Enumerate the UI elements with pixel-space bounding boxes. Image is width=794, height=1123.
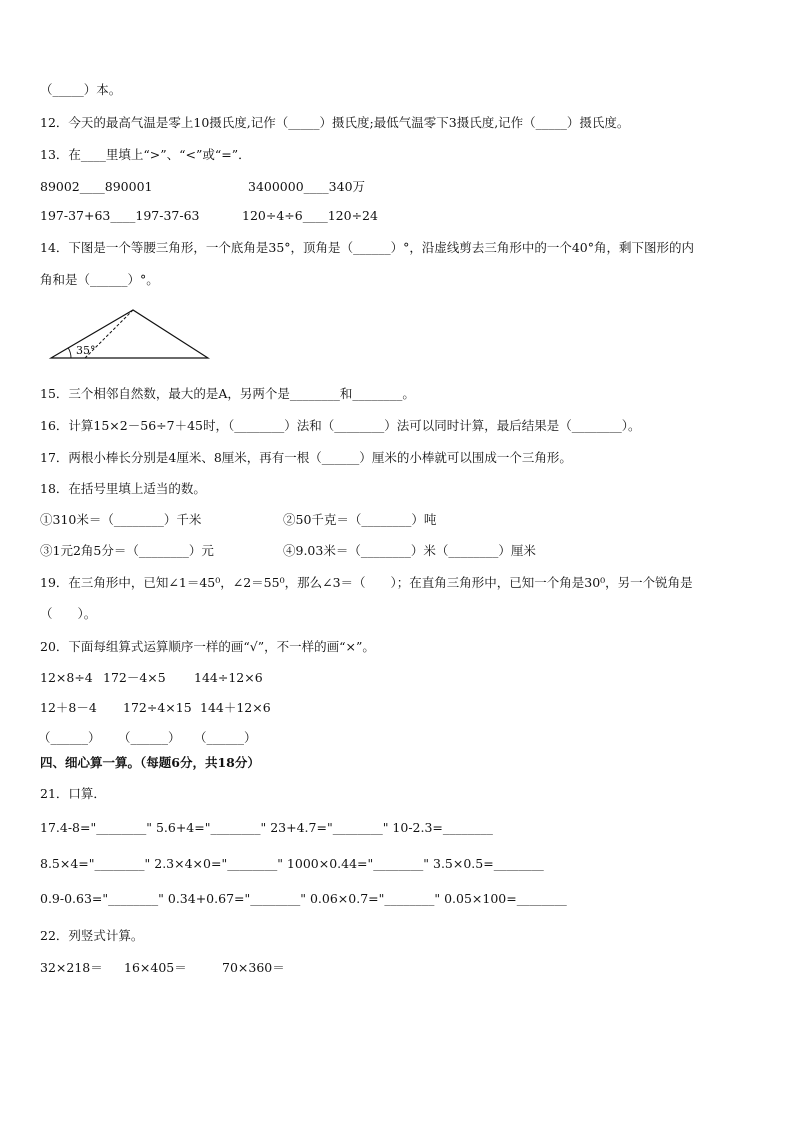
q18-item-2: ②50千克＝（________）吨 bbox=[283, 512, 437, 527]
q22-problem-3: 70×360＝ bbox=[222, 960, 285, 975]
q20-expr-4: 12＋8－4 bbox=[40, 700, 97, 715]
q21-row-2: 8.5×4="________" 2.3×4×0="________" 1000×0.44="________" 3.5×0.5=________ bbox=[40, 856, 544, 871]
question-22: 22．列竖式计算。 bbox=[40, 928, 144, 943]
question-19-line1: 19．在三角形中，已知∠1＝45⁰，∠2＝55⁰，那么∠3＝（ ）；在直角三角形中，已知一个角是30⁰，另一个锐角是 bbox=[40, 575, 693, 590]
q22-problem-2: 16×405＝ bbox=[124, 960, 187, 975]
q20-expr-3: 144÷12×6 bbox=[194, 670, 263, 685]
q20-answer-blank-1: （______） bbox=[38, 730, 101, 745]
q20-answer-blank-2: （______） bbox=[118, 730, 181, 745]
q11-continuation: （_____）本。 bbox=[40, 82, 122, 97]
isosceles-triangle-figure bbox=[45, 304, 225, 364]
q18-item-1: ①310米＝（________）千米 bbox=[40, 512, 202, 527]
angle-arc bbox=[68, 348, 71, 358]
q13-compare-1: 89002____890001 bbox=[40, 179, 153, 194]
q21-row-1: 17.4-8="________" 5.6+4="________" 23+4.7="________" 10-2.3=________ bbox=[40, 820, 493, 835]
q13-compare-2: 3400000____340万 bbox=[248, 179, 366, 194]
question-14-line2: 角和是（______）°。 bbox=[40, 272, 159, 287]
q20-expr-1: 12×8÷4 bbox=[40, 670, 93, 685]
q20-expr-2: 172－4×5 bbox=[103, 670, 166, 685]
q20-expr-5: 172÷4×15 bbox=[123, 700, 192, 715]
section-4-heading: 四、细心算一算。（每题6分，共18分） bbox=[40, 755, 260, 770]
triangle-outline bbox=[51, 310, 208, 358]
question-21: 21．口算． bbox=[40, 786, 106, 801]
question-14-line1: 14．下图是一个等腰三角形，一个底角是35°，顶角是（______）°，沿虚线剪去三角形中的一个40°角，剩下图形的内 bbox=[40, 240, 694, 255]
q13-compare-4: 120÷4÷6____120÷24 bbox=[242, 208, 378, 223]
q20-answer-blank-3: （______） bbox=[194, 730, 257, 745]
question-16: 16．计算15×2－56÷7＋45时，（________）法和（________）法可以同时计算，最后结果是（________）。 bbox=[40, 418, 641, 433]
question-17: 17．两根小棒长分别是4厘米、8厘米，再有一根（______）厘米的小棒就可以围成一个三角形。 bbox=[40, 450, 572, 465]
q18-item-4: ④9.03米＝（________）米（________）厘米 bbox=[283, 543, 536, 558]
question-18: 18．在括号里填上适当的数。 bbox=[40, 481, 206, 496]
q20-expr-6: 144＋12×6 bbox=[200, 700, 271, 715]
q18-item-3: ③1元2角5分＝（________）元 bbox=[40, 543, 214, 558]
q13-compare-3: 197-37+63____197-37-63 bbox=[40, 208, 200, 223]
question-19-line2: （ ）。 bbox=[40, 606, 97, 621]
q21-row-3: 0.9-0.63="________" 0.34+0.67="________" 0.06×0.7="________" 0.05×100=________ bbox=[40, 891, 567, 906]
question-13: 13．在____里填上“>”、“<”或“=”． bbox=[40, 147, 251, 162]
q22-problem-1: 32×218＝ bbox=[40, 960, 103, 975]
question-15: 15．三个相邻自然数，最大的是A，另两个是________和________。 bbox=[40, 386, 415, 401]
question-20: 20．下面每组算式运算顺序一样的画“√”，不一样的画“×”。 bbox=[40, 639, 375, 654]
angle-label-35: 35° bbox=[76, 344, 96, 357]
question-12: 12．今天的最高气温是零上10摄氏度,记作（_____）摄氏度;最低气温零下3摄氏度,记作（_____）摄氏度。 bbox=[40, 115, 630, 130]
